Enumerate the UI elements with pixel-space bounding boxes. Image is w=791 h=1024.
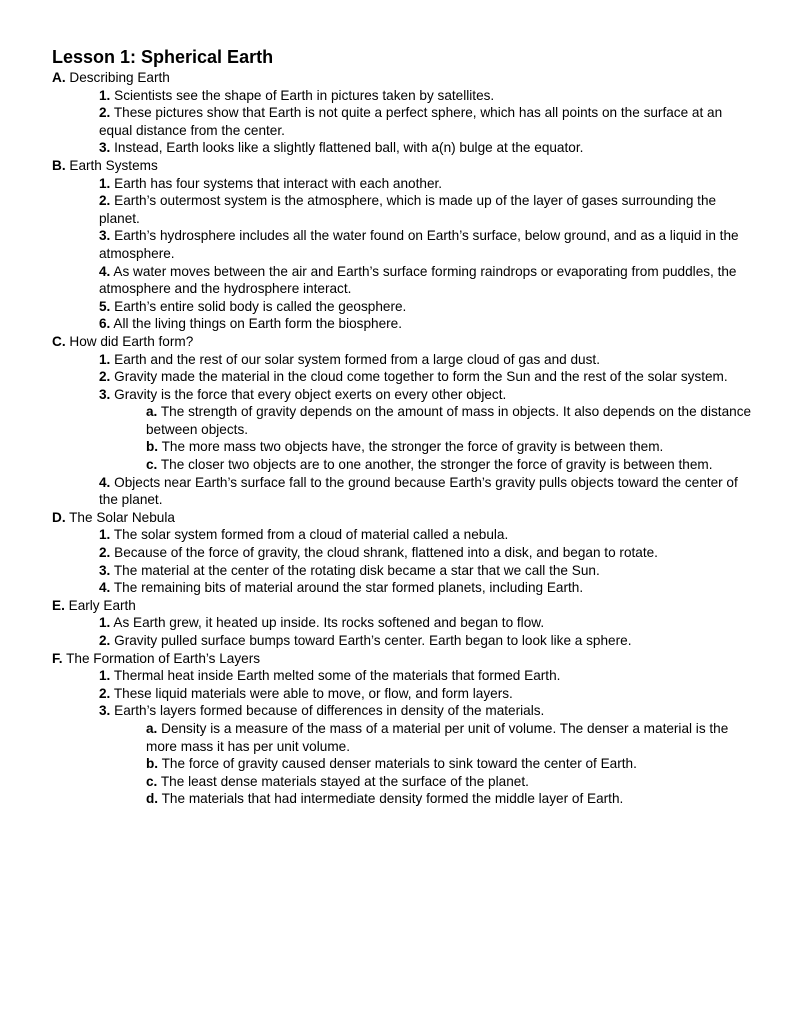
item-marker: 6. <box>99 316 111 332</box>
subitem-text: The least dense materials stayed at the surface of the planet. <box>160 773 529 789</box>
section-title: Earth Systems <box>69 157 158 173</box>
outline-subitem <box>52 720 752 755</box>
outline-item <box>52 614 752 632</box>
section-heading <box>52 157 752 175</box>
outline-item <box>52 667 752 685</box>
outline-item <box>52 104 752 139</box>
item-text: The remaining bits of material around the star formed planets, including Earth. <box>113 580 584 596</box>
item-marker: 3. <box>99 386 111 402</box>
section-title: How did Earth form? <box>69 333 194 349</box>
section-marker: F. <box>52 650 63 666</box>
section-heading <box>52 333 752 351</box>
outline-item <box>52 544 752 562</box>
item-text: Earth’s outermost system is the atmosphere, which is made up of the layer of gases surrounding the planet. <box>99 193 717 226</box>
item-marker: 3. <box>99 562 111 578</box>
outline-subitem <box>52 438 752 456</box>
item-text: Scientists see the shape of Earth in pictures taken by satellites. <box>114 87 495 103</box>
item-text: All the living things on Earth form the biosphere. <box>113 316 403 332</box>
outline-item <box>52 351 752 369</box>
item-marker: 2. <box>99 369 111 385</box>
item-marker: 1. <box>99 615 111 631</box>
outline-item <box>52 562 752 580</box>
section-heading <box>52 509 752 527</box>
item-text: Because of the force of gravity, the cloud shrank, flattened into a disk, and began to rotate. <box>114 545 658 561</box>
outline-subitem <box>52 456 752 474</box>
item-text: Gravity is the force that every object exerts on every other object. <box>114 386 507 402</box>
item-marker: 3. <box>99 140 111 156</box>
section-heading <box>52 650 752 668</box>
outline-item <box>52 263 752 298</box>
subitem-marker: d. <box>146 791 159 807</box>
item-marker: 1. <box>99 527 111 543</box>
item-text: Objects near Earth’s surface fall to the ground because Earth’s gravity pulls objects toward the center of the planet. <box>99 474 738 508</box>
section-title: Describing Earth <box>69 70 170 85</box>
item-text: The material at the center of the rotating disk became a star that we call the Sun. <box>113 562 600 578</box>
item-text: As Earth grew, it heated up inside. Its rocks softened and began to flow. <box>113 615 545 631</box>
item-text: These pictures show that Earth is not quite a perfect sphere, which has all points on the surface at an equal distance from the center. <box>99 105 723 138</box>
outline-item <box>52 175 752 193</box>
outline-item <box>52 139 752 157</box>
outline-item <box>52 579 752 597</box>
outline-item <box>52 227 752 262</box>
section-marker: A. <box>52 70 66 85</box>
item-marker: 4. <box>99 474 111 490</box>
item-marker: 3. <box>99 228 111 244</box>
subitem-text: Density is a measure of the mass of a material per unit of volume. The denser a material is the more mass it has per unit volume. <box>146 720 729 754</box>
section-marker: C. <box>52 333 66 349</box>
item-marker: 2. <box>99 685 111 701</box>
section-marker: D. <box>52 509 66 525</box>
section-marker: E. <box>52 597 65 613</box>
item-marker: 5. <box>99 298 111 314</box>
item-marker: 1. <box>99 175 111 191</box>
subitem-text: The materials that had intermediate density formed the middle layer of Earth. <box>161 791 624 807</box>
lesson-outline <box>52 46 752 808</box>
item-text: Gravity pulled surface bumps toward Earth’s center. Earth began to look like a sphere. <box>114 633 632 648</box>
subitem-marker: c. <box>146 773 158 789</box>
item-text: Earth has four systems that interact with each another. <box>114 175 443 191</box>
item-marker: 2. <box>99 633 111 648</box>
outline-item <box>52 192 752 227</box>
outline-subitem <box>52 403 752 438</box>
outline-subitem <box>52 790 752 808</box>
outline-item <box>52 315 752 333</box>
subitem-marker: a. <box>146 404 158 420</box>
outline-item <box>52 87 752 105</box>
item-marker: 2. <box>99 193 111 209</box>
item-text: Gravity made the material in the cloud come together to form the Sun and the rest of the solar system. <box>114 369 728 385</box>
outline-subitem <box>52 773 752 791</box>
subitem-text: The force of gravity caused denser materials to sink toward the center of Earth. <box>161 756 637 772</box>
outline-item <box>52 474 752 509</box>
subitem-marker: b. <box>146 439 159 455</box>
item-text: Earth’s layers formed because of differences in density of the materials. <box>114 703 545 719</box>
item-marker: 2. <box>99 105 111 121</box>
subitem-text: The more mass two objects have, the stronger the force of gravity is between them. <box>161 439 664 455</box>
item-marker: 4. <box>99 580 111 596</box>
item-marker: 1. <box>99 87 111 103</box>
outline-body <box>52 69 752 808</box>
item-text: These liquid materials were able to move, or flow, and form layers. <box>113 685 513 701</box>
item-marker: 1. <box>99 668 111 684</box>
item-marker: 3. <box>99 703 111 719</box>
subitem-text: The strength of gravity depends on the amount of mass in objects. It also depends on the distance between objects. <box>146 404 752 437</box>
outline-item <box>52 368 752 386</box>
section-heading <box>52 597 752 615</box>
outline-item <box>52 386 752 404</box>
subitem-marker: c. <box>146 457 158 473</box>
item-text: The solar system formed from a cloud of material called a nebula. <box>113 527 509 543</box>
item-text: Earth’s entire solid body is called the geosphere. <box>114 298 407 314</box>
section-title: Early Earth <box>68 597 136 613</box>
item-marker: 4. <box>99 263 111 279</box>
outline-item <box>52 702 752 720</box>
item-text: Earth and the rest of our solar system formed from a large cloud of gas and dust. <box>114 351 600 367</box>
subitem-marker: b. <box>146 756 159 772</box>
outline-item <box>52 526 752 544</box>
outline-subitem <box>52 755 752 773</box>
section-marker: B. <box>52 157 66 173</box>
item-text: Earth’s hydrosphere includes all the water found on Earth’s surface, below ground, and as a liquid in the atmosphere. <box>99 228 739 261</box>
subitem-marker: a. <box>146 720 158 736</box>
outline-item <box>52 632 752 650</box>
item-text: As water moves between the air and Earth’s surface forming raindrops or evaporating from puddles, the atmosphere and the hydrosphere interact. <box>99 263 737 297</box>
item-text: Thermal heat inside Earth melted some of the materials that formed Earth. <box>113 668 561 684</box>
outline-item <box>52 685 752 703</box>
item-marker: 2. <box>99 545 111 561</box>
subitem-text: The closer two objects are to one another, the stronger the force of gravity is between them. <box>160 457 713 473</box>
section-title: The Solar Nebula <box>69 509 175 525</box>
section-title: The Formation of Earth’s Layers <box>66 650 261 666</box>
item-marker: 1. <box>99 351 111 367</box>
outline-item <box>52 298 752 316</box>
item-text: Instead, Earth looks like a slightly flattened ball, with a(n) bulge at the equator. <box>114 140 584 156</box>
page-title: Lesson 1: Spherical Earth <box>52 47 274 67</box>
section-heading <box>52 69 752 87</box>
